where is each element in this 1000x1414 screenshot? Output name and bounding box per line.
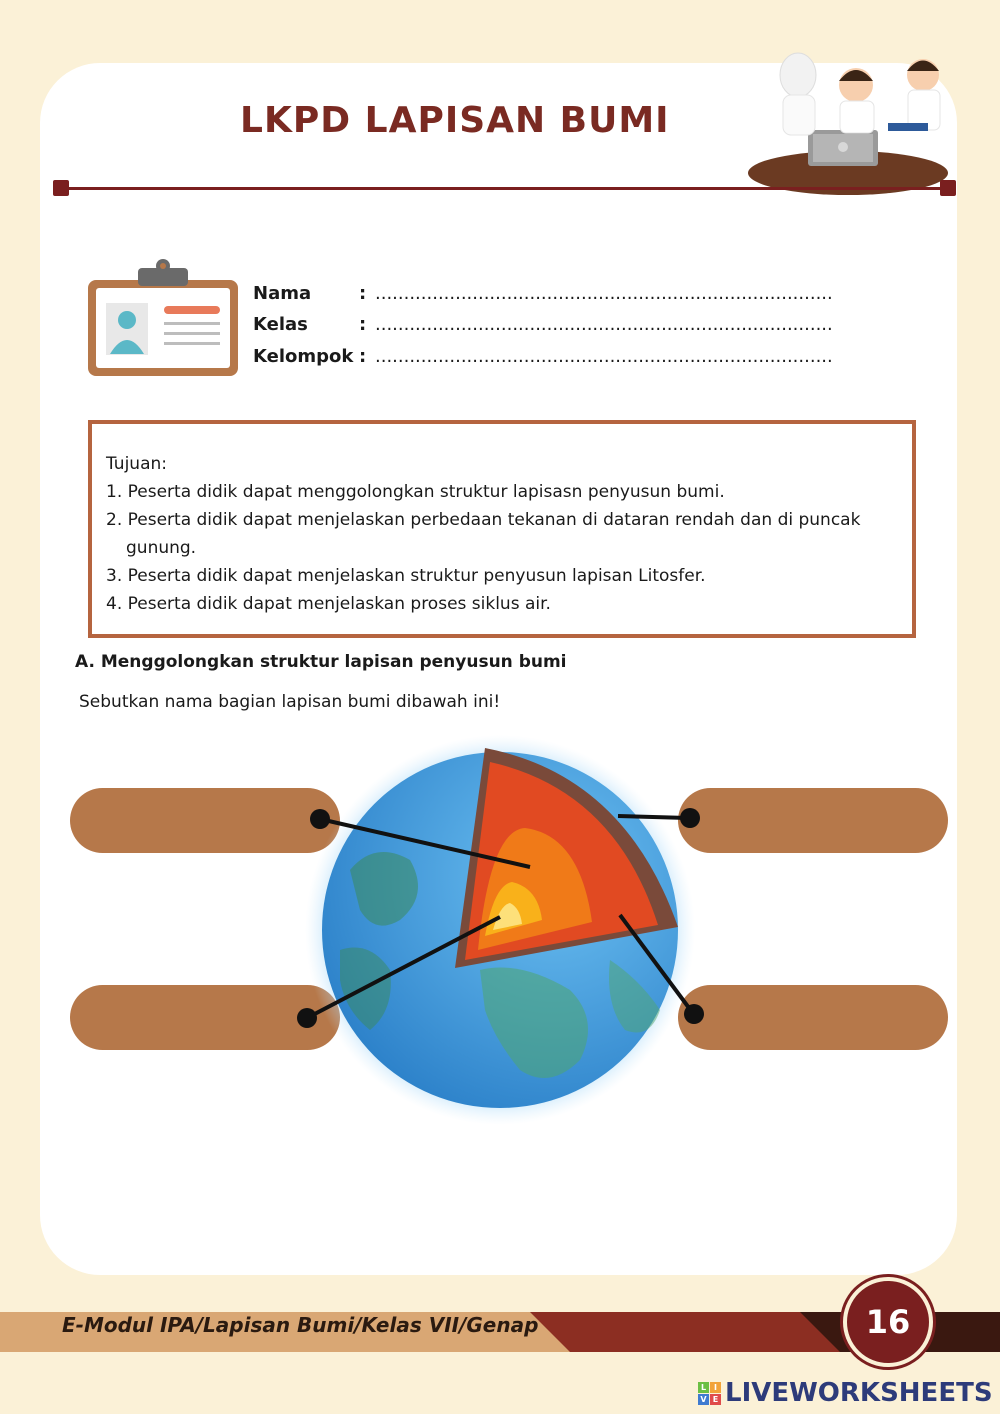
logo-cell: L: [698, 1382, 709, 1393]
students-illustration: [748, 45, 953, 195]
field-kelas: [253, 314, 833, 335]
logo-cell: E: [710, 1394, 721, 1405]
field-label: Kelompok: [253, 346, 354, 367]
page-number-badge: 16: [843, 1277, 933, 1367]
goal-item: 3. Peserta didik dapat menjelaskan struktur penyusun lapisan Litosfer.: [106, 566, 706, 586]
goals-box: [88, 420, 916, 638]
field-label: Kelas: [253, 314, 308, 335]
field-input-kelas[interactable]: ................................................................................: [375, 314, 833, 335]
field-colon: :: [359, 283, 367, 304]
id-card-icon: [86, 258, 240, 378]
logo-cell: V: [698, 1394, 709, 1405]
goal-item: 1. Peserta didik dapat menggolongkan struktur lapisasn penyusun bumi.: [106, 482, 725, 502]
field-input-nama[interactable]: ................................................................................: [375, 283, 833, 304]
footer-text: E-Modul IPA/Lapisan Bumi/Kelas VII/Genap: [62, 1313, 539, 1337]
header-divider: [60, 187, 948, 190]
liveworksheets-logo-icon: [698, 1382, 721, 1405]
goals-heading: Tujuan:: [106, 454, 167, 474]
liveworksheets-text: LIVEWORKSHEETS: [725, 1378, 993, 1408]
goal-item: 2. Peserta didik dapat menjelaskan perbedaan tekanan di dataran rendah dan di puncak: [106, 510, 861, 530]
field-colon: :: [359, 314, 367, 335]
field-label: Nama: [253, 283, 312, 304]
divider-cap-left: [53, 180, 69, 196]
earth-layers-diagram: [280, 720, 720, 1140]
field-kelompok: [253, 346, 833, 367]
goal-item-continued: gunung.: [126, 538, 197, 558]
logo-cell: I: [710, 1382, 721, 1393]
field-colon: :: [359, 346, 367, 367]
field-nama: [253, 283, 833, 304]
divider-cap-right: [940, 180, 956, 196]
page-title: LKPD LAPISAN BUMI: [240, 100, 670, 141]
section-a-instruction: Sebutkan nama bagian lapisan bumi dibawah ini!: [79, 692, 501, 712]
section-a-heading: A. Menggolongkan struktur lapisan penyusun bumi: [75, 652, 567, 672]
field-input-kelompok[interactable]: ................................................................................: [375, 346, 833, 367]
goal-item: 4. Peserta didik dapat menjelaskan proses siklus air.: [106, 594, 551, 614]
liveworksheets-logo: [698, 1378, 993, 1408]
